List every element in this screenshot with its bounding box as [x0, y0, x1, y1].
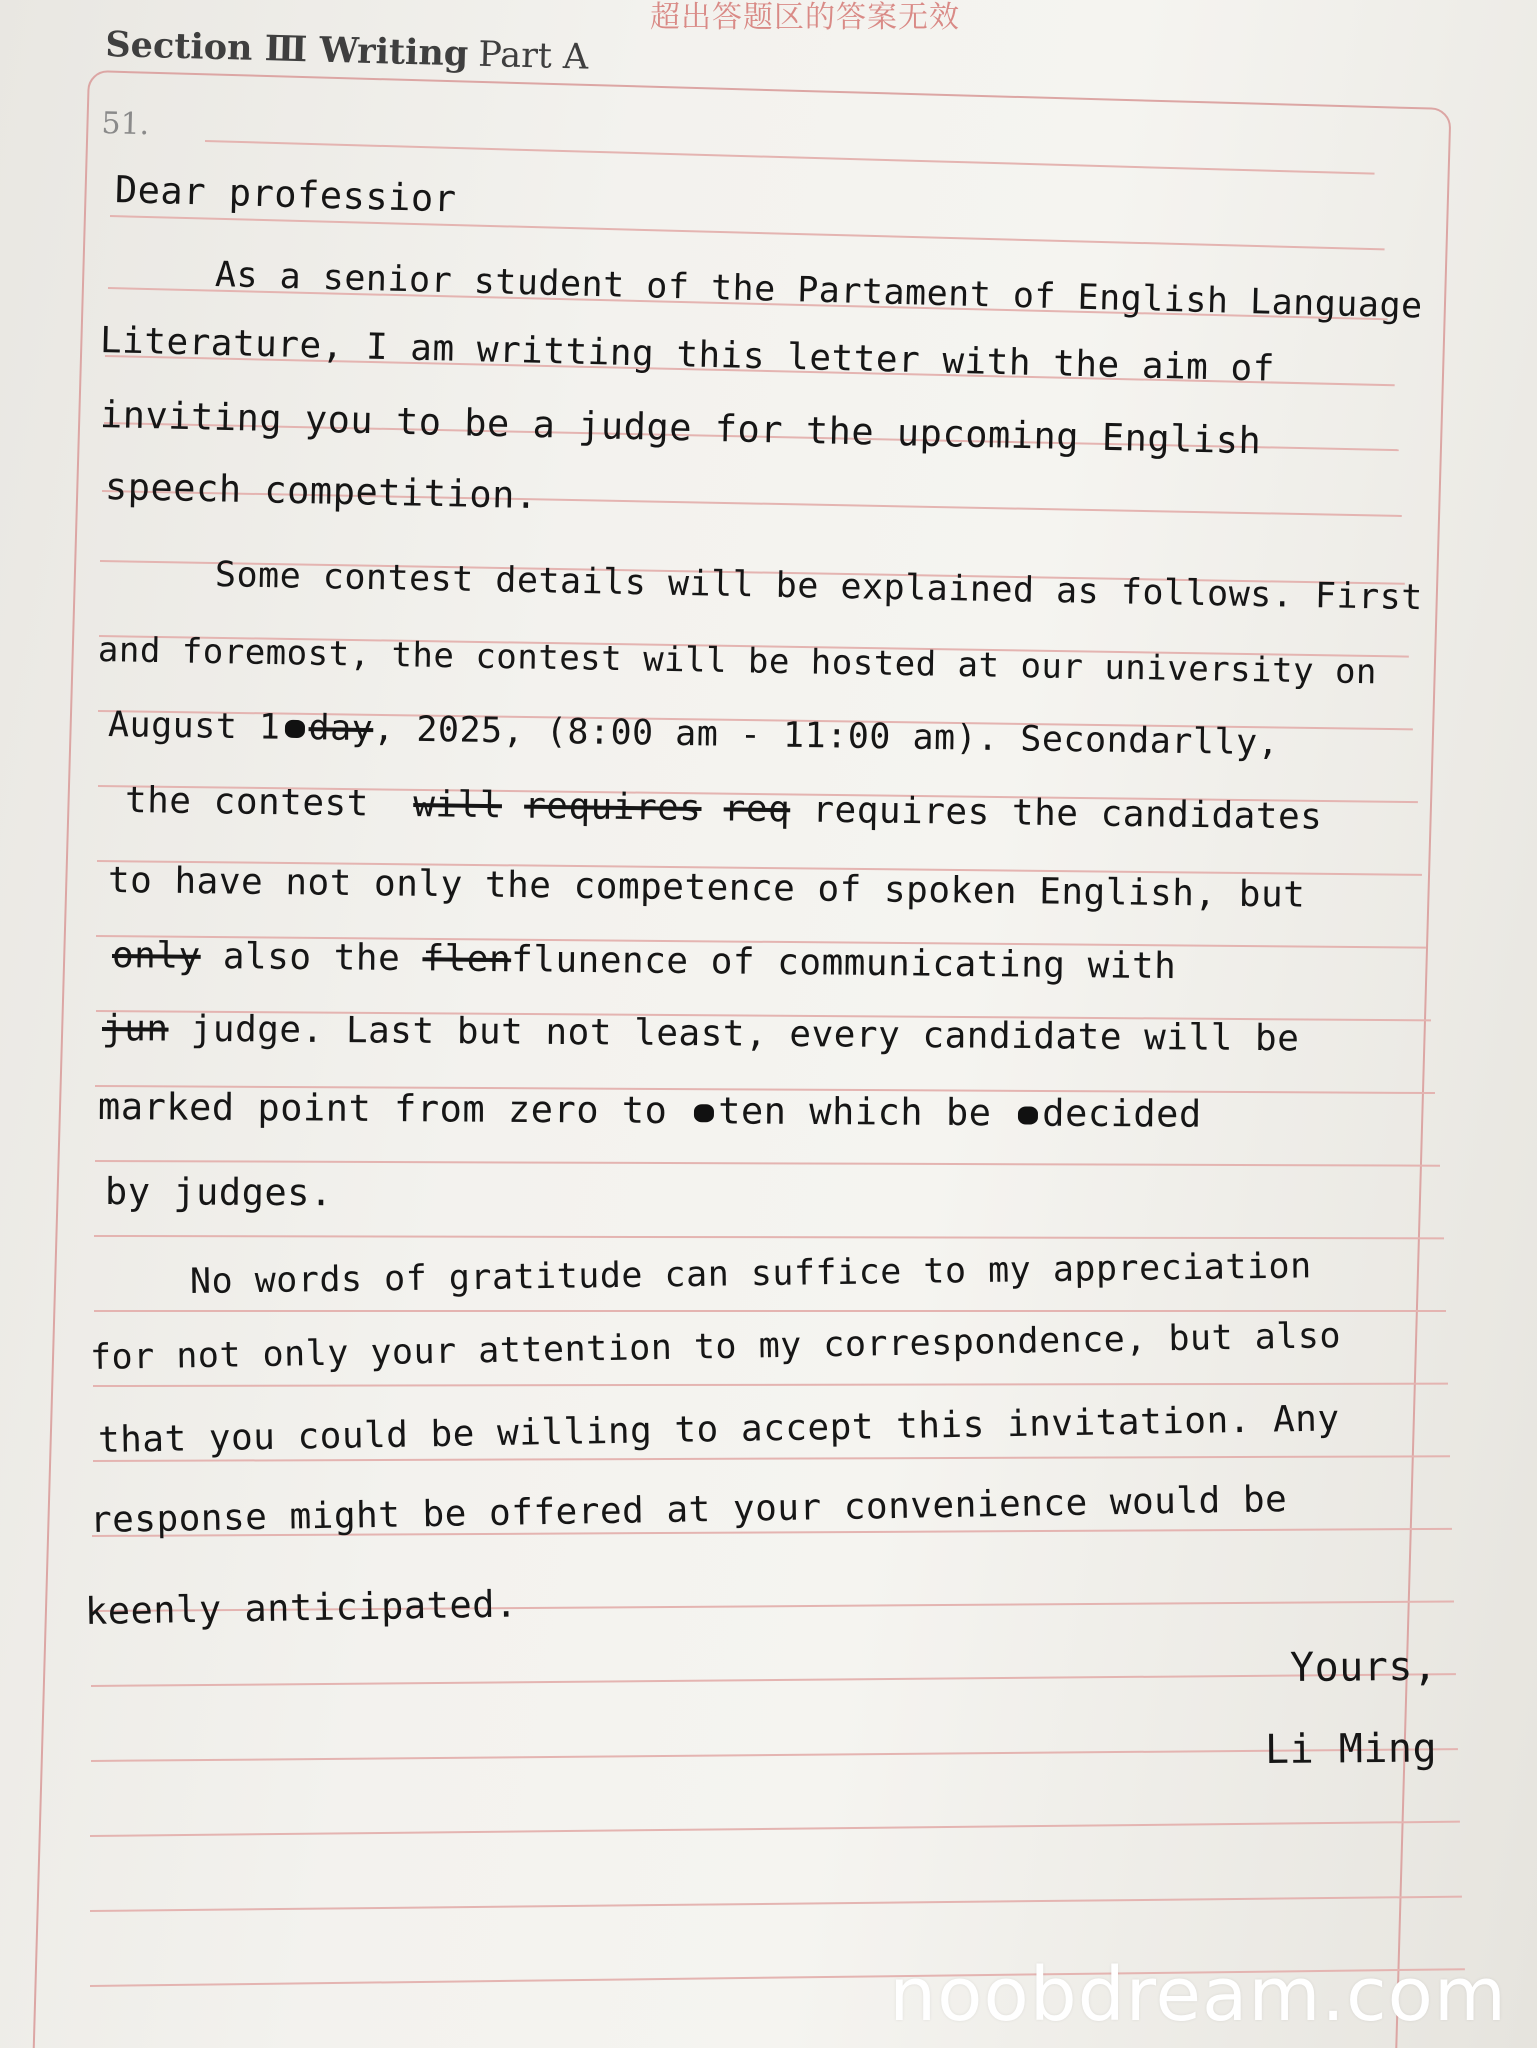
- rule-line: [94, 1310, 1446, 1312]
- text-segment: flunence of communicating with: [510, 939, 1177, 988]
- paragraph2-line: by judges.: [104, 1170, 333, 1215]
- ink-blot-icon: [694, 1104, 714, 1122]
- paragraph3-line: response might be offered at your convenience would be: [89, 1479, 1288, 1541]
- struck-word: day: [308, 708, 374, 750]
- text-segment: also the: [222, 936, 401, 980]
- struck-word: flen: [422, 938, 512, 981]
- paragraph1-line: As a senior student of the Partament of English Language: [214, 255, 1424, 327]
- text-segment: marked point from zero to: [97, 1085, 668, 1132]
- watermark-text: noobdream.com: [889, 1952, 1507, 2038]
- section-part: Part A: [477, 34, 589, 78]
- struck-word: jun: [101, 1008, 169, 1050]
- ink-blot-icon: [284, 720, 304, 738]
- text-segment: decided: [1042, 1091, 1202, 1136]
- struck-word: req: [723, 788, 791, 831]
- paragraph2-line: Some contest details will be explained as follows. First: [214, 555, 1424, 619]
- text-segment: judge. Last but not least, every candidate will be: [190, 1008, 1300, 1060]
- text-segment: requires the candidates: [812, 789, 1323, 838]
- struck-word: only: [111, 935, 201, 977]
- top-banner-text: 超出答题区的答案无效: [650, 0, 960, 35]
- paragraph3-line: that you could be willing to accept this invitation. Any: [97, 1398, 1340, 1461]
- paragraph2-line-marked: [98, 1085, 1202, 1136]
- letter-salutation: Dear professior: [114, 168, 458, 221]
- date-text-start: August 1: [107, 705, 281, 748]
- paragraph1-line: speech competition.: [104, 465, 539, 518]
- paragraph3-line: No words of gratitude can suffice to my appreciation: [189, 1246, 1312, 1302]
- question-number: 51.: [101, 106, 150, 143]
- ink-blot-icon: [1018, 1106, 1038, 1124]
- paragraph3-line: keenly anticipated.: [84, 1582, 519, 1633]
- text-segment: ten which be: [718, 1089, 992, 1135]
- struck-word: requires: [523, 785, 702, 830]
- letter-signature: Li Ming: [1264, 1725, 1438, 1773]
- paragraph1-line: Literature, I am writting this letter with the aim of: [99, 320, 1276, 390]
- struck-word: will: [412, 784, 503, 827]
- letter-closing: Yours,: [1289, 1643, 1438, 1691]
- paragraph1-line: inviting you to be a judge for the upcoming English: [99, 393, 1262, 463]
- paragraph3-line: for not only your attention to my correspondence, but also: [89, 1316, 1342, 1378]
- section-title: Section Ⅲ Writing: [104, 24, 469, 75]
- text-segment: the contest: [124, 780, 370, 825]
- date-text-end: , 2025, (8:00 am - 11:00 am). Secondarlly,: [372, 709, 1280, 764]
- paragraph2-line: to have not only the competence of spoken English, but: [107, 860, 1306, 916]
- paragraph2-line: and foremost, the contest will be hosted at our university on: [97, 630, 1378, 693]
- section-header: [105, 24, 589, 78]
